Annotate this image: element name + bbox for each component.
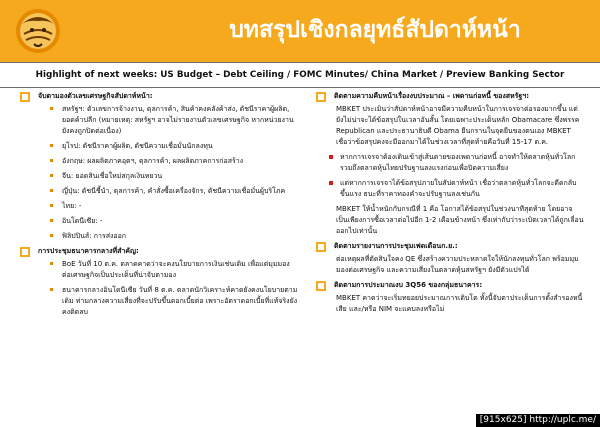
list-item: BoE วันที่ 10 ต.ค. ตลาดคาดว่าจะคงนโยบายการเงินเช่นเดิม เพื่อแต่มุมมองต่อเศรษฐกิจเป็นประเด็นที่น่าจับตามอง	[48, 259, 298, 281]
square-bullet-icon	[316, 242, 326, 252]
square-bullet-icon	[20, 92, 30, 102]
list-item: ญี่ปุ่น: ดัชนีชี้นำ, ดุลการค้า, คำสั่งซื้อเครื่องจักร, ดัชนีความเชื่อมั่นผู้บริโภค	[48, 186, 298, 197]
header-banner	[0, 0, 600, 62]
highlight-text: Highlight of next weeks: US Budget – Debt Ceiling / FOMC Minutes/ China Market / Preview Banking Sector	[35, 70, 565, 80]
scenario-list	[328, 152, 584, 200]
square-bullet-icon	[316, 92, 326, 102]
section-title: ติดตามความคืบหน้าเรื่องงบประมาณ – เพดานก่อหนี้ ของสหรัฐฯ:	[334, 92, 530, 100]
right-column	[316, 91, 584, 319]
section-fomc	[316, 241, 584, 252]
watermark-footer: [915x625] http://uplc.me/	[476, 414, 600, 427]
square-bullet-icon	[20, 247, 30, 257]
list-item: อังกฤษ: ผลผลิตภาคอุตฯ, ดุลการค้า, ผลผลิตภาคการก่อสร้าง	[48, 156, 298, 167]
list-item: ยุโรป: ดัชนีราคาผู้ผลิต, ดัชนีความเชื่อมั่นนักลงทุน	[48, 141, 298, 152]
central-bank-list	[40, 259, 298, 318]
left-column	[20, 91, 298, 322]
section-us-budget	[316, 91, 584, 102]
section-body: MBKET คาดว่าจะเริ่มทยอยประมาณการเติบโต ทั้งนี้จับตาประเด็นการตั้งสำรองหนี้เสีย และ/หรือ NIM จะแคบลงหรือไม่	[336, 294, 583, 313]
highlight-bar	[0, 62, 600, 88]
section-body: MBKET ประเมินว่าสัปดาห์หน้าอาจมีความคืบหน้าในการเจรจาต่อรองมากขึ้น แต่ยังไม่น่าจะได้ข้อสรุปในเวลาอันสั้น โดยเฉพาะประเด็นหลัก Obamacare ซึ่งพรรค Republican และประธานาธิบดี Obama ยืนกรานในจุดยืนของตนเอง MBKET เชื่อว่าข้อสรุปคงจะมีออกมาได้ในช่วงเวลาที่สุดท้ายคือวันที่ 15-17 ต.ค.	[336, 105, 580, 146]
square-bullet-icon	[316, 281, 326, 291]
section-title: ติดตามรายงานการประชุมเฟดเดือนก.ย.:	[334, 242, 458, 250]
list-item: ไทย: -	[48, 201, 298, 212]
list-item: สหรัฐฯ: ตัวเลขการจ้างงาน, ดุลการค้า, สินค้าคงคลังค้าส่ง, ดัชนีราคาผู้ผลิต, ยอดค้าปลีก (หมายเหตุ: สหรัฐฯ อาจไม่รายงานตัวเลขเศรษฐกิจ หากหน่วยงานยังคงถูกปิดต่อเนื่อง)	[48, 104, 298, 137]
economic-data-list	[40, 104, 298, 242]
list-item: อินโดนีเซีย: -	[48, 216, 298, 227]
section-title: จับตามองตัวเลขเศรษฐกิจสัปดาห์หน้า:	[38, 92, 153, 100]
section-economic-data	[20, 91, 298, 102]
section-note: MBKET ให้น้ำหนักกับกรณีที่ 1 คือ โอกาสได้ข้อสรุปในช่วงนาทีสุดท้าย โดยอาจเป็นเพียงการซื้อเวลาต่อไปอีก 1-2 เดือนข้างหน้า ซึ่งเท่ากับว่าระเบิดเวลาได้ถูกเลื่อนออกไปเท่านั้น	[336, 205, 584, 235]
section-body: ต่อเหตุผลที่ตัดสินใจคง QE ซึ่งสร้างความประหลาดใจให้นักลงทุนทั่วโลก พร้อมมุมมองต่อเศรษฐกิจ และความเสี่ยงในตลาดหุ้นสหรัฐฯ ยังมีตัวแปรได้	[336, 255, 579, 274]
section-central-banks	[20, 246, 298, 257]
list-item: หากการเจรจาต้องเดินเข้าสู่เส้นตายของเพดานก่อหนี้ อาจทำให้ตลาดหุ้นทั่วโลก รวมถึงตลาดหุ้นไทยปรับฐานลงแรงก่อนเพื่อปิดความเสี่ยง	[328, 152, 584, 174]
list-item: แต่หากการเจรจาได้ข้อสรุปภายในสัปดาห์หน้า เชื่อว่าตลาดหุ้นทั่วโลกจะดีดกลับขึ้นแรง ธนะที่ราคาทองคำจะปรับฐานลงเช่นกัน	[328, 178, 584, 200]
tiger-logo-icon	[8, 6, 68, 56]
page-title: บทสรุปเชิงกลยุทธ์สัปดาห์หน้า	[229, 17, 521, 43]
section-banking	[316, 280, 584, 291]
section-title: การประชุมธนาคารกลางที่สำคัญ:	[38, 247, 139, 255]
list-item: จีน: ยอดสินเชื่อใหม่สกุลเงินหยวน	[48, 171, 298, 182]
list-item: ธนาคารกลางอินโดนีเซีย วันที่ 8 ต.ค. ตลาดนักวิเคราะห์คาดยังคงนโยบายตามเดิม ท่ามกลางความเสี่ยงที่จะปรับขึ้นดอกเบี้ยต่อ เพราะอัตราดอกเบี้ยที่แท้จริงยังคงติดลบ	[48, 285, 298, 318]
section-title: ติดตามการประมาณงบ 3Q56 ของกลุ่มธนาคาร:	[334, 281, 483, 289]
list-item: ฟิลิปปินส์: การส่งออก	[48, 231, 298, 242]
